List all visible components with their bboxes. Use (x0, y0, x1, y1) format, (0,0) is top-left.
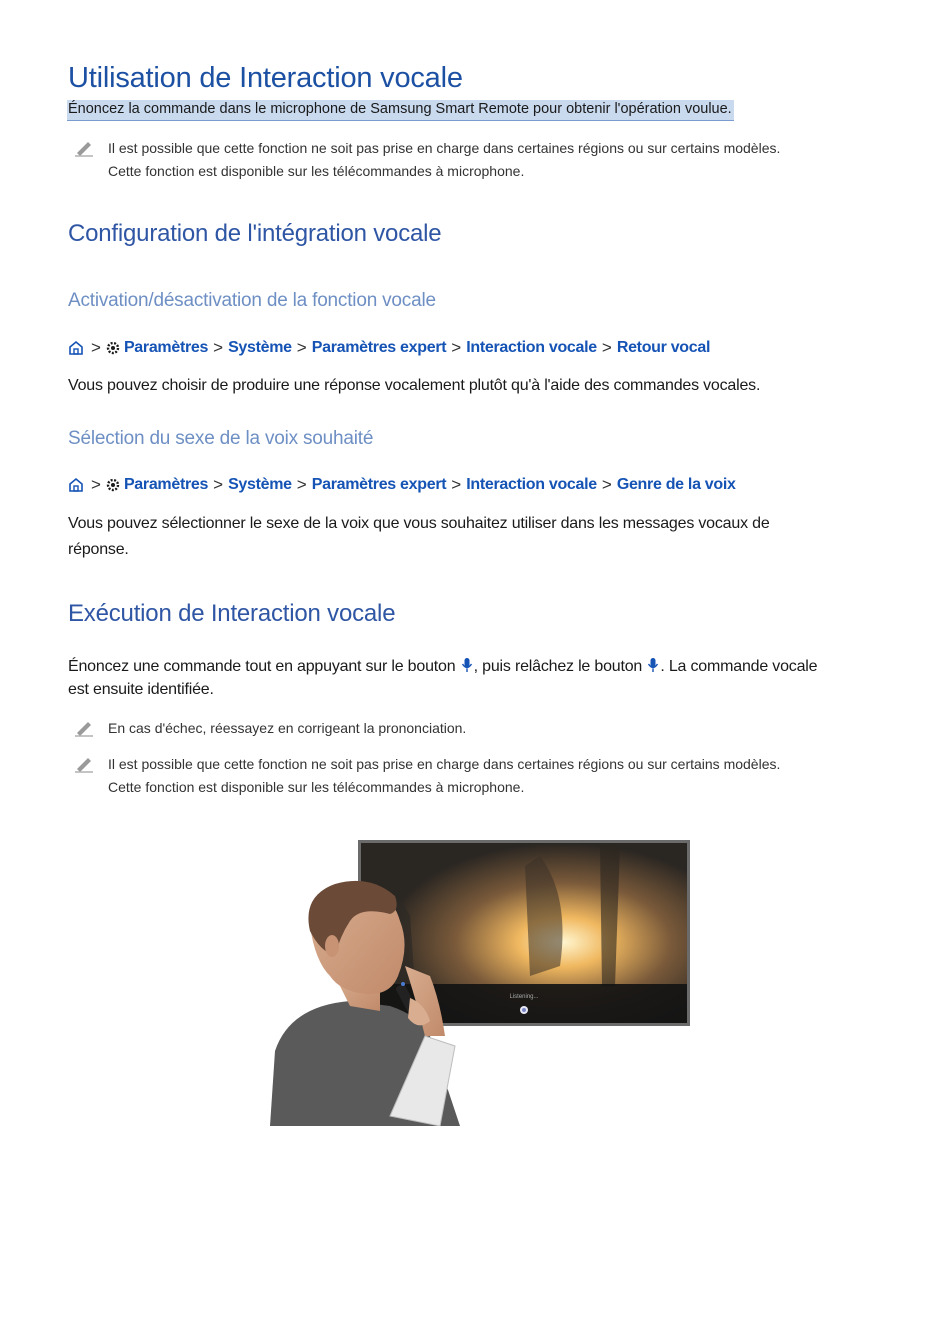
chevron-right-icon: > (601, 338, 612, 357)
voice-interaction-illustration (240, 836, 700, 1126)
microphone-icon (461, 657, 473, 673)
chevron-right-icon: > (213, 475, 224, 494)
chevron-right-icon: > (296, 475, 307, 494)
microphone-icon (647, 657, 659, 673)
note-line: Il est possible que cette fonction ne soit pas prise en charge dans certaines régions ou sur certains modèles. (108, 140, 781, 156)
execution-text: , puis relâchez le bouton (473, 658, 647, 675)
path-link-parametres[interactable]: Paramètres (123, 476, 209, 493)
gear-icon (106, 478, 120, 492)
tv-caption: Listening... (509, 994, 539, 1000)
execution-description (68, 654, 908, 703)
path-link-parametres[interactable]: Paramètres (123, 339, 209, 356)
chevron-right-icon: > (601, 475, 612, 494)
chevron-right-icon: > (91, 338, 101, 357)
section-description (68, 511, 898, 563)
chevron-right-icon: > (213, 338, 224, 357)
path-link-retour-vocal[interactable]: Retour vocal (616, 339, 711, 356)
path-link-parametres-expert[interactable]: Paramètres expert (311, 339, 447, 356)
note-line: En cas d'échec, réessayez en corrigeant la prononciation. (108, 720, 467, 736)
description-line: réponse. (68, 541, 129, 558)
path-link-systeme[interactable]: Système (228, 476, 292, 493)
chevron-right-icon: > (296, 338, 307, 357)
pencil-note-icon (73, 139, 95, 157)
page-title: Utilisation de Interaction vocale (68, 62, 463, 94)
description-line: Vous pouvez sélectionner le sexe de la voix que vous souhaitez utiliser dans les messages vocaux de (68, 515, 770, 532)
chevron-right-icon: > (451, 475, 462, 494)
pencil-note-icon (73, 719, 95, 737)
path-link-interaction-vocale[interactable]: Interaction vocale (466, 339, 597, 356)
pencil-note-icon (73, 755, 95, 773)
section-heading-config: Configuration de l'intégration vocale (68, 220, 442, 247)
note-line: Il est possible que cette fonction ne soit pas prise en charge dans certaines régions ou sur certains modèles. (108, 756, 781, 772)
chevron-right-icon: > (91, 475, 101, 494)
execution-text: Énoncez une commande tout en appuyant sur le bouton (68, 658, 460, 675)
gear-icon (106, 341, 120, 355)
home-icon[interactable] (68, 477, 84, 493)
path-link-genre-voix[interactable]: Genre de la voix (616, 476, 736, 493)
intro-highlight: Énoncez la commande dans le microphone de Samsung Smart Remote pour obtenir l'opération voulue. (67, 100, 734, 121)
execution-text: est ensuite identifiée. (68, 681, 214, 698)
section-heading-execution: Exécution de Interaction vocale (68, 600, 396, 627)
path-link-systeme[interactable]: Système (228, 339, 292, 356)
path-link-interaction-vocale[interactable]: Interaction vocale (466, 476, 597, 493)
menu-path-genre-voix (68, 475, 736, 495)
note-line: Cette fonction est disponible sur les télécommandes à microphone. (108, 779, 525, 795)
chevron-right-icon: > (451, 338, 462, 357)
note-line: Cette fonction est disponible sur les télécommandes à microphone. (108, 163, 525, 179)
section-heading-activation: Activation/désactivation de la fonction vocale (68, 290, 436, 311)
section-heading-gender: Sélection du sexe de la voix souhaité (68, 428, 374, 449)
section-description: Vous pouvez choisir de produire une réponse vocalement plutôt qu'à l'aide des commandes vocales. (68, 377, 761, 394)
home-icon[interactable] (68, 340, 84, 356)
path-link-parametres-expert[interactable]: Paramètres expert (311, 476, 447, 493)
menu-path-retour-vocal (68, 338, 710, 358)
execution-text: . La commande vocale (660, 658, 818, 675)
